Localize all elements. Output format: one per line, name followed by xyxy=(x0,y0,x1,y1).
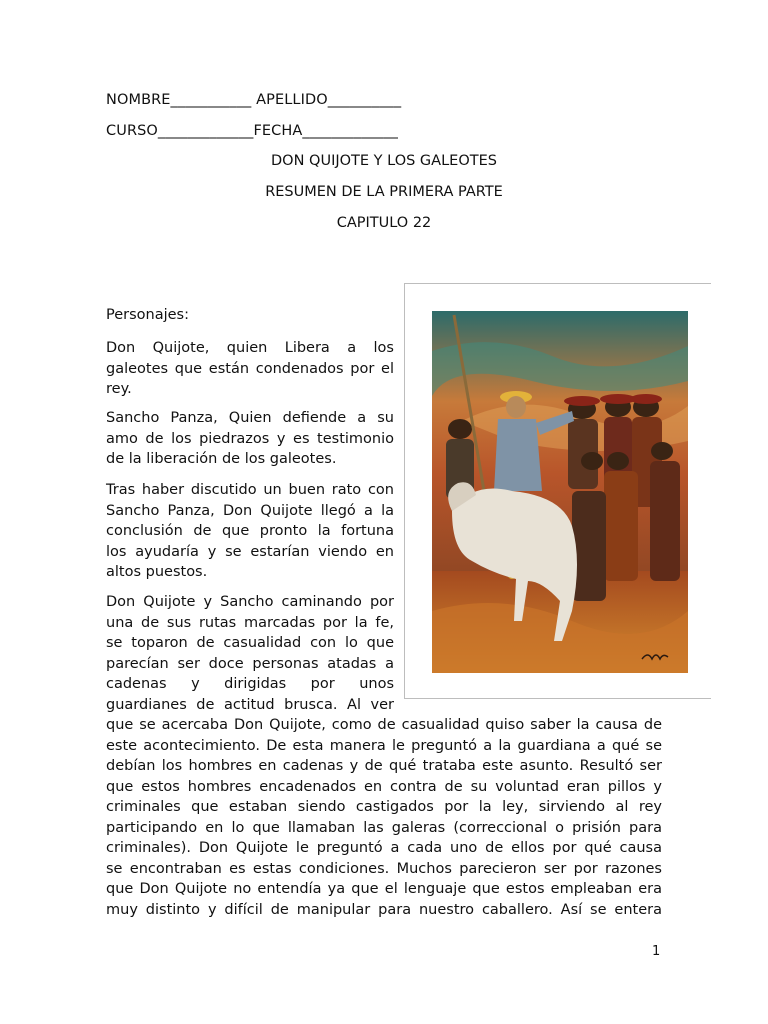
paragraph-camino-wide: que se acercaba Don Quijote, como de casualidad quiso saber la causa de este acontecimiento. De esta manera le preguntó a la guardiana a qué se debían los hombres en cadenas y de qué trataba este asunto. Resultó ser que estos hombres encadenados en contra de su voluntad eran pillos y criminales que estaban siendo castigados por la ley, sirviendo al rey participando en lo que llamaban las galeras (correccional o prisión para criminales). Don Quijote le preguntó a cada uno de ellos por qué causa se encontraban es estas condiciones. Muchos parecieron ser por razones que Don Quijote no entendía ya que el lenguaje que estos empleaban era muy distinto y difícil de manipular para nuestro caballero. Así se entera xyxy=(106,717,662,918)
paragraph-quijote: Don Quijote, quien Libera a los galeotes que están condenados por el rey. xyxy=(106,340,394,397)
document-title: DON QUIJOTE Y LOS GALEOTES xyxy=(271,153,497,169)
document-subtitle: RESUMEN DE LA PRIMERA PARTE xyxy=(265,184,503,200)
course-date-line: CURSO_____________FECHA_____________ xyxy=(106,123,398,139)
paragraph-camino-narrow: Don Quijote y Sancho caminando por una de sus rutas marcadas por la fe, se toparon de casualidad con lo que parecían ser doce personas atadas a cadenas y dirigidas por unos guardianes de actitud brusca. Al ver xyxy=(106,594,394,713)
paragraph-tras: Tras haber discutido un buen rato con Sancho Panza, Don Quijote llegó a la conclusión de que pronto la fortuna los ayudaría y se estarían viendo en altos puestos. xyxy=(106,482,394,580)
don-quijote-painting xyxy=(432,311,688,673)
name-surname-line: NOMBRE___________ APELLIDO__________ xyxy=(106,92,402,108)
page-number: 1 xyxy=(652,944,661,959)
paragraph-sancho: Sancho Panza, Quien defiende a su amo de los piedrazos y es testimonio de la liberación de los galeotes. xyxy=(106,410,394,467)
chapter-title: CAPITULO 22 xyxy=(336,215,432,231)
personajes-label: Personajes: xyxy=(106,307,189,323)
